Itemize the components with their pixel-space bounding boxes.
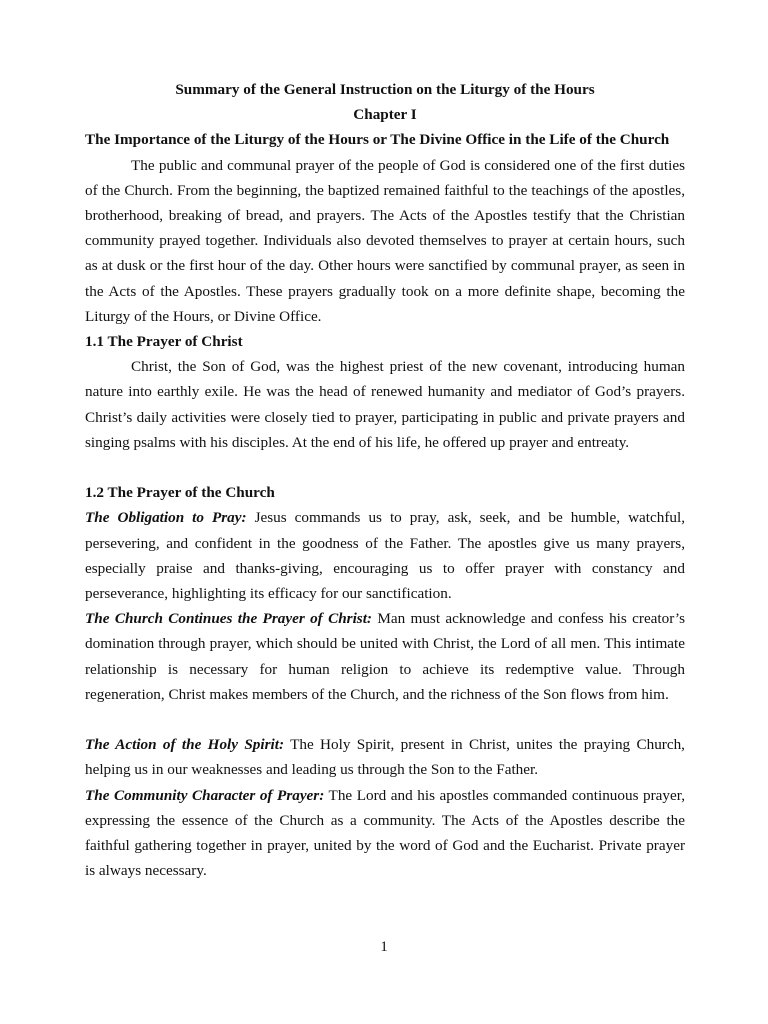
obligation-paragraph [85,505,685,606]
blank-line [85,707,685,732]
continues-text: Man must acknowledge and confess his creator’s domination through prayer, which should be united with Christ, the Lord of all men. This intimate relationship is necessary for human religion to achieve its redemptive value. Through regeneration, Christ makes members of the Church, and the richness of the Son flows from him. [85,610,685,703]
chapter-title: The Importance of the Liturgy of the Hours or The Divine Office in the Life of the Church [85,131,670,149]
community-lead: The Community Character of Prayer: [85,786,325,804]
blank-line [85,455,685,480]
continues-paragraph [85,606,685,707]
obligation-text: Jesus commands us to pray, ask, seek, and be humble, watchful, persevering, and confident in the goodness of the Father. The apostles give us many prayers, especially praise and thanks-giving, encouraging us to offer prayer with constancy and perseverance, highlighting its efficacy for our sanctification. [85,509,685,603]
holy-spirit-text: The Holy Spirit, present in Christ, unites the praying Church, helping us in our weaknesses and leading us through the Son to the Father. [85,736,685,779]
community-paragraph [85,783,685,884]
chapter-label: Chapter I [353,106,417,124]
holy-spirit-paragraph [85,732,685,782]
section-paragraph-1-1: Christ, the Son of God, was the highest priest of the new covenant, introducing human nature into earthly exile. He was the head of renewed humanity and mediator of God’s prayers. Christ’s daily activities were closely tied to prayer, participating in public and private prayers and singing psalms with his disciples. At the end of his life, he offered up prayer and entreaty. [85,358,685,451]
intro-paragraph: The public and communal prayer of the people of God is considered one of the first duties of the Church. From the beginning, the baptized remained faithful to the teachings of the apostles, brotherhood, breaking of bread, and prayers. The Acts of the Apostles testify that the Christian community prayed together. Individuals also devoted themselves to prayer at certain hours, such as at dusk or the first hour of the day. Other hours were sanctified by communal prayer, as seen in the Acts of the Apostles. These prayers gradually took on a more definite shape, becoming the Liturgy of the Hours, or Divine Office. [85,156,685,325]
document-title: Summary of the General Instruction on the Liturgy of the Hours [175,81,595,98]
obligation-lead: The Obligation to Pray: [85,509,247,527]
section-heading-1-2: 1.2 The Prayer of the Church [85,484,275,502]
holy-spirit-lead: The Action of the Holy Spirit: [85,736,285,754]
section-heading-1-1: 1.1 The Prayer of Christ [85,333,243,351]
page-number: 1 [380,938,388,955]
document-page [85,77,685,883]
continues-lead: The Church Continues the Prayer of Christ: [85,610,372,628]
community-text: The Lord and his apostles commanded continuous prayer, expressing the essence of the Church as a community. The Acts of the Apostles describe the faithful gathering together in prayer, united by the word of God and the Eucharist. Private prayer is always necessary. [85,786,685,880]
